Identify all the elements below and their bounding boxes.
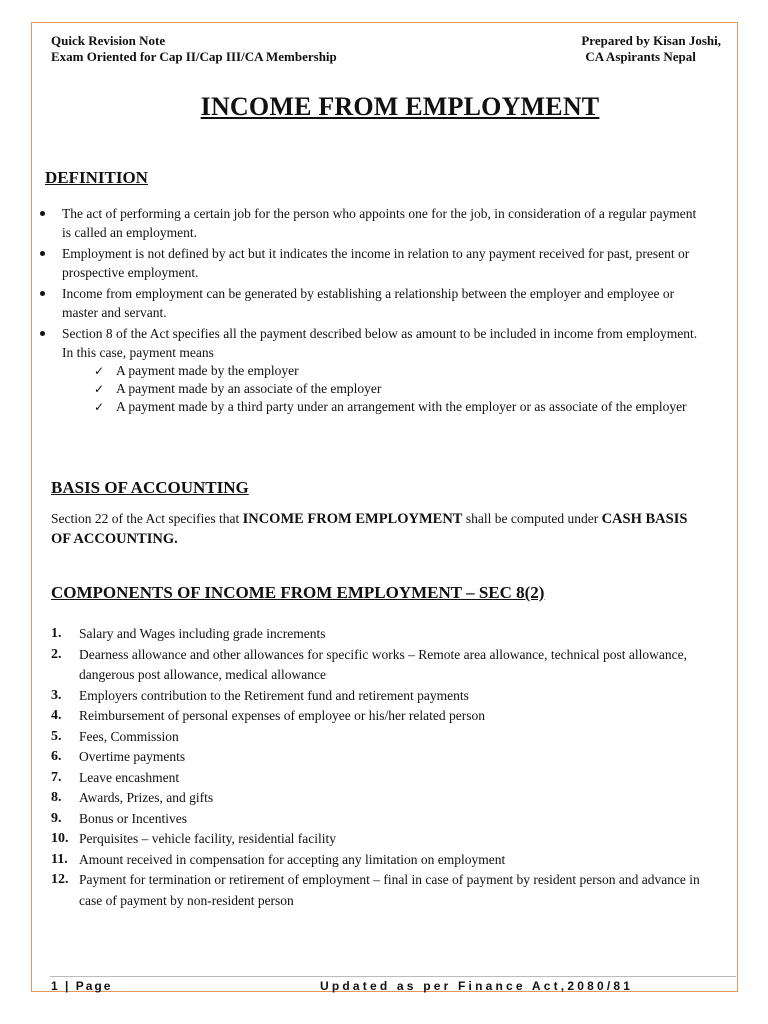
component-item [51,686,701,707]
item-text: Leave encashment [79,769,180,785]
header-organization: CA Aspirants Nepal [585,49,696,64]
item-text: Payment for termination or retirement of employment – final in case of payment by resident person and advance in case of payment by non-resident person [79,872,700,908]
check-text: A payment made by the employer [116,363,299,378]
basis-text-part: Section 22 of the Act specifies that [51,511,243,526]
components-list [51,624,701,911]
check-icon: ✓ [94,382,105,396]
component-item [51,809,701,830]
definition-bullet [36,324,700,416]
header-author: Prepared by Kisan Joshi, [581,33,721,48]
definition-bullet [36,204,700,242]
payment-check-list [62,362,700,416]
item-number: 11. [51,851,68,867]
item-number: 12. [51,872,69,887]
definition-bullet [36,244,700,282]
basis-bold-part: CASH BASIS OF ACCOUNTING. [51,511,688,547]
item-text: Amount received in compensation for accepting any limitation on employment [79,851,506,867]
bullet-text: Employment is not defined by act but it indicates the income in relation to any payment received for past, present or prospective employment. [62,246,690,280]
component-item [51,727,701,748]
component-item [51,747,701,768]
component-item [51,624,701,645]
component-item [51,788,701,809]
item-number: 6. [51,749,62,764]
item-number: 8. [51,790,62,805]
definition-bullet-list [36,204,700,416]
component-item [51,706,701,727]
item-text: Employers contribution to the Retirement fund and retirement payments [79,687,469,703]
item-text: Reimbursement of personal expenses of employee or his/her related person [79,708,485,723]
component-item [51,829,701,850]
check-icon: ✓ [94,364,105,378]
component-item [51,768,701,789]
item-text: Overtime payments [79,749,186,764]
components-heading: COMPONENTS OF INCOME FROM EMPLOYMENT – SEC 8(2) [51,583,545,602]
item-number: 4. [51,708,62,723]
item-number: 10. [51,831,69,846]
component-item [51,870,701,911]
check-item [94,380,700,398]
definition-heading: DEFINITION [45,168,148,187]
item-number: 9. [51,810,62,826]
check-item [94,362,700,380]
check-icon: ✓ [94,400,105,414]
item-number: 7. [51,769,62,785]
basis-bold-part: INCOME FROM EMPLOYMENT [242,511,463,527]
item-text: Dearness allowance and other allowances for specific works – Remote area allowance, technical post allowance, dangerous post allowance, medical allowance [79,646,687,682]
check-text: A payment made by an associate of the employer [116,381,382,396]
item-text: Awards, Prizes, and gifts [79,790,214,805]
component-item [51,645,701,686]
item-text: Fees, Commission [79,728,179,744]
header-note-label: Quick Revision Note [51,33,166,48]
check-item [94,398,700,416]
header-exam-label: Exam Oriented for Cap II/Cap III/CA Membership [51,49,337,64]
item-text: Bonus or Incentives [79,810,187,826]
bullet-text: Section 8 of the Act specifies all the payment described below as amount to be included in income from employment. In this case, payment means [62,326,698,360]
basis-paragraph [51,509,701,549]
basis-text-part: shall be computed under [462,511,602,526]
component-item [51,850,701,871]
item-number: 5. [51,728,62,744]
definition-bullet [36,284,700,322]
footer-divider [50,976,736,977]
page-title: INCOME FROM EMPLOYMENT [200,92,600,121]
check-text: A payment made by a third party under an arrangement with the employer or as associate of the employer [116,399,687,414]
bullet-text: The act of performing a certain job for the person who appoints one for the job, in consideration of a regular payment is called an employment. [62,206,697,240]
item-number: 3. [51,687,62,703]
basis-heading: BASIS OF ACCOUNTING [51,478,249,497]
footer-page-number: 1 | Page [51,979,113,993]
item-number: 1. [51,626,62,641]
header-right [581,33,721,65]
header-left [51,33,337,65]
components-section [51,624,701,911]
definition-section [36,204,700,418]
footer-note: Updated as per Finance Act,2080/81 [320,979,634,993]
item-text: Salary and Wages including grade increments [79,626,326,641]
bullet-text: Income from employment can be generated by establishing a relationship between the employer and employee or master and servant. [62,286,675,320]
item-text: Perquisites – vehicle facility, residential facility [79,831,337,846]
item-number: 2. [51,646,62,662]
